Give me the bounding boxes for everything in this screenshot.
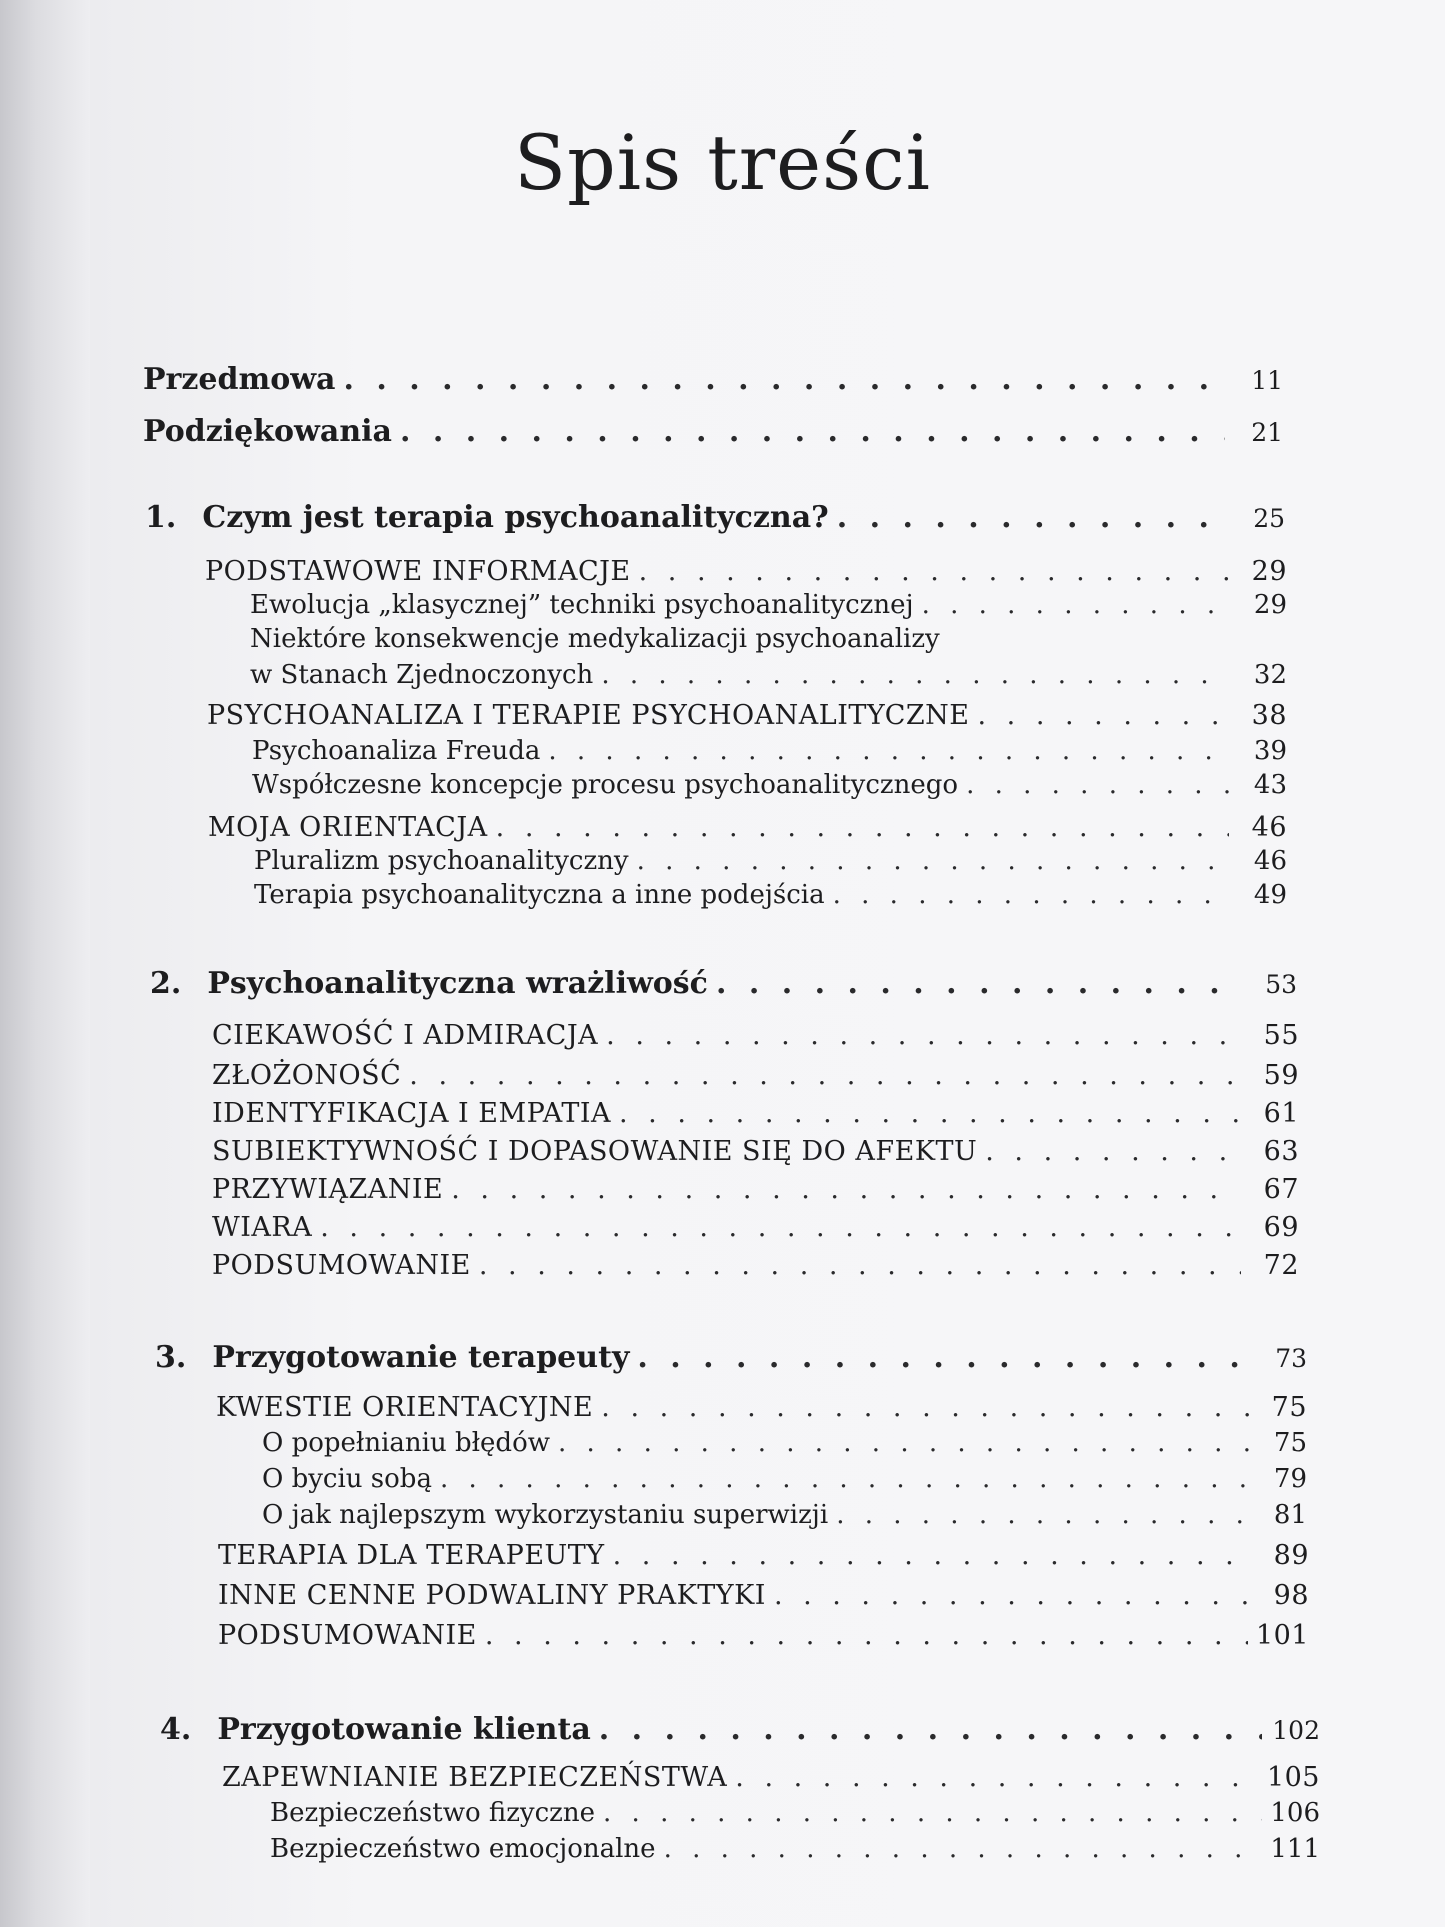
toc-subsection: O jak najlepszym wykorzystaniu superwizji . . . 81 xyxy=(262,1500,1307,1530)
chapter-heading: 1. Czym jest terapia psychoanalityczna? . . . 25 xyxy=(145,500,1285,535)
toc-subsection: w Stanach Zjednoczonych . . . 32 xyxy=(250,660,1287,690)
toc-section: WIARA . . . 69 xyxy=(212,1212,1299,1243)
toc-section: CIEKAWOŚĆ I ADMIRACJA . . . 55 xyxy=(212,1020,1299,1051)
toc-section: PRZYWIĄZANIE . . . 67 xyxy=(212,1174,1299,1205)
toc-section: PODSUMOWANIE . . . 72 xyxy=(212,1250,1299,1281)
toc-subsection: Współczesne koncepcje procesu psychoanalitycznego . . . 43 xyxy=(252,770,1287,800)
toc-section: PSYCHOANALIZA I TERAPIE PSYCHOANALITYCZNE . . . 38 xyxy=(207,700,1287,731)
toc-section: IDENTYFIKACJA I EMPATIA . . . 61 xyxy=(212,1098,1299,1129)
toc-section: ZŁOŻONOŚĆ . . . 59 xyxy=(212,1060,1299,1091)
toc-section: PODSUMOWANIE . . . 101 xyxy=(218,1620,1309,1651)
book-spine xyxy=(0,0,90,1927)
toc-section: MOJA ORIENTACJA . . . 46 xyxy=(208,812,1287,843)
toc-subsection: Terapia psychoanalityczna a inne podejścia . . . 49 xyxy=(254,880,1287,910)
toc-section: PODSTAWOWE INFORMACJE . . . 29 xyxy=(205,556,1287,587)
toc-subsection: O popełnianiu błędów . . . 75 xyxy=(262,1428,1307,1458)
chapter-heading: 4. Przygotowanie klienta . . . 102 xyxy=(160,1712,1320,1747)
toc-section: INNE CENNE PODWALINY PRAKTYKI . . . 98 xyxy=(218,1580,1309,1611)
chapter-heading: 2. Psychoanalityczna wrażliwość . . . 53 xyxy=(150,966,1297,1001)
toc-subsection: Psychoanaliza Freuda . . . 39 xyxy=(252,736,1287,766)
toc-section: SUBIEKTYWNOŚĆ I DOPASOWANIE SIĘ DO AFEKTU . . . 63 xyxy=(212,1136,1299,1167)
toc-section: TERAPIA DLA TERAPEUTY . . . 89 xyxy=(218,1540,1309,1571)
toc-subsection: O byciu sobą . . . 79 xyxy=(262,1464,1307,1494)
toc-section: ZAPEWNIANIE BEZPIECZEŃSTWA . . . 105 xyxy=(222,1762,1320,1793)
toc-entry-front: Podziękowania . . . 21 xyxy=(143,414,1283,449)
toc-subsection: Bezpieczeństwo emocjonalne . . . 111 xyxy=(270,1834,1320,1864)
toc-subsection: Ewolucja „klasycznej” techniki psychoanalitycznej . . . 29 xyxy=(250,590,1287,620)
page-title: Spis treści xyxy=(514,118,931,207)
toc-subsection: Pluralizm psychoanalityczny . . . 46 xyxy=(254,846,1287,876)
toc-entry-front: Przedmowa . . . 11 xyxy=(143,362,1283,397)
toc-subsection-line: Niektóre konsekwencje medykalizacji psychoanalizy xyxy=(250,624,940,654)
chapter-heading: 3. Przygotowanie terapeuty . . . 73 xyxy=(155,1340,1307,1375)
toc-subsection: Bezpieczeństwo fizyczne . . . 106 xyxy=(270,1798,1320,1828)
toc-section: KWESTIE ORIENTACYJNE . . . 75 xyxy=(216,1392,1307,1423)
